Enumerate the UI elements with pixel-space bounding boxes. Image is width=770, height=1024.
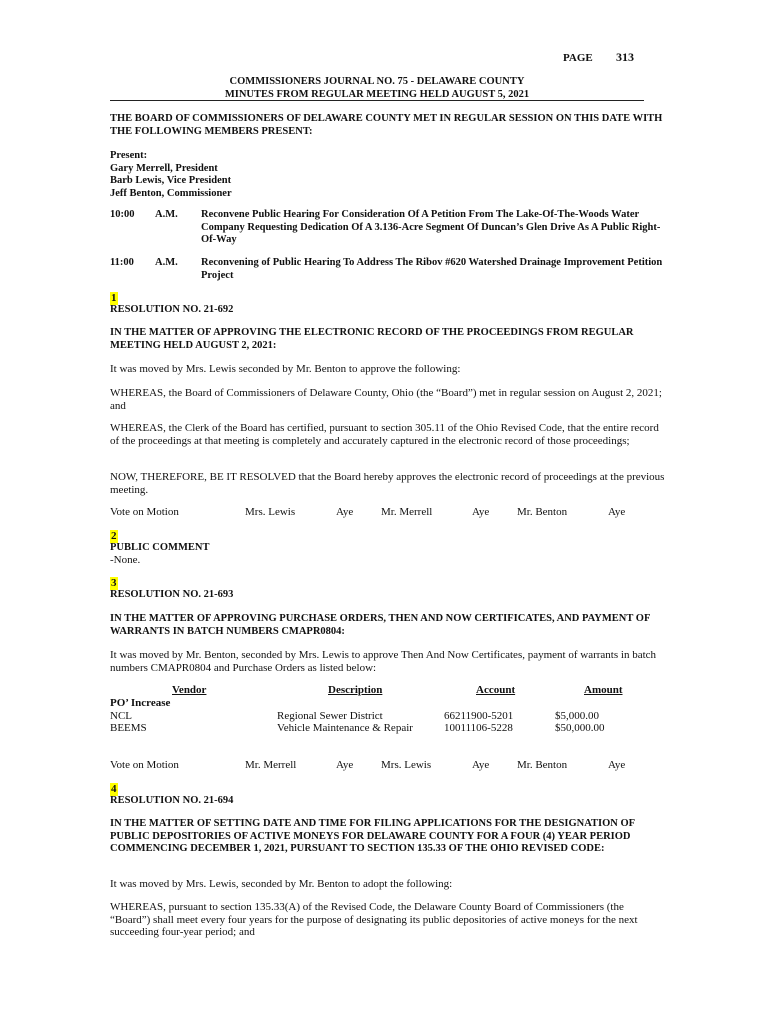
- column-header-amount: Amount: [584, 684, 623, 696]
- item-number: 1: [111, 292, 117, 304]
- resolution-number: RESOLUTION NO. 21-692: [110, 304, 234, 315]
- vote-member: Mr. Benton: [517, 506, 568, 518]
- vote-label: Vote on Motion: [110, 506, 179, 518]
- schedule-time: 11:00: [110, 257, 134, 268]
- intro-text: THE BOARD OF COMMISSIONERS OF DELAWARE COUNTY MET IN REGULAR SESSION ON THIS DATE WITH THE FOLLOWING MEMBERS PRESENT:: [110, 113, 663, 137]
- present-block: [110, 150, 665, 200]
- journal-header: [110, 76, 644, 101]
- item-number: 2: [111, 530, 117, 542]
- schedule-ampm: A.M.: [155, 257, 178, 268]
- item-number: 4: [111, 783, 117, 795]
- vote-value: Aye: [336, 506, 354, 518]
- vote-value: Aye: [336, 759, 354, 771]
- schedule-time: 10:00: [110, 209, 135, 220]
- column-header-description: Description: [328, 684, 383, 696]
- vote-member: Mr. Benton: [517, 759, 568, 771]
- vote-value: Aye: [608, 759, 626, 771]
- table-group-label: PO’ Increase: [110, 697, 171, 709]
- column-header-vendor: Vendor: [172, 684, 207, 696]
- page-number-value: 313: [616, 50, 634, 64]
- page-label: PAGE: [563, 52, 593, 64]
- vote-member: Mrs. Lewis: [245, 506, 296, 518]
- whereas-paragraph: WHEREAS, the Board of Commissioners of Delaware County, Ohio (the “Board”) met in regular session on August 2, 2021; and: [110, 387, 662, 412]
- table-cell-vendor: NCL: [110, 710, 132, 722]
- member-name: Gary Merrell, President: [110, 162, 218, 174]
- motion-text: It was moved by Mrs. Lewis, seconded by Mr. Benton to adopt the following:: [110, 878, 453, 890]
- vote-member: Mrs. Lewis: [381, 759, 432, 771]
- resolution-title: IN THE MATTER OF APPROVING THE ELECTRONIC RECORD OF THE PROCEEDINGS FROM REGULAR MEETING HELD AUGUST 2, 2021:: [110, 327, 634, 351]
- member-name: Barb Lewis, Vice President: [110, 175, 232, 186]
- table-cell-amount: $50,000.00: [555, 722, 605, 734]
- table-cell-account: 66211900-5201: [444, 710, 514, 722]
- motion-text: It was moved by Mr. Benton, seconded by Mrs. Lewis to approve Then And Now Certificates, payment of warrants in batch numbers CMAPR0804 and Purchase Orders as listed below:: [110, 649, 657, 674]
- public-comment-title: PUBLIC COMMENT: [110, 542, 210, 553]
- header-line-1: COMMISSIONERS JOURNAL NO. 75 - DELAWARE COUNTY: [229, 76, 525, 87]
- member-name: Jeff Benton, Commissioner: [110, 187, 232, 199]
- header-line-2: MINUTES FROM REGULAR MEETING HELD AUGUST 5, 2021: [224, 88, 530, 100]
- vote-member: Mr. Merrell: [381, 506, 433, 518]
- table-cell-description: Regional Sewer District: [277, 710, 383, 722]
- table-cell-account: 10011106-5228: [444, 722, 513, 734]
- table-cell-vendor: BEEMS: [110, 722, 147, 734]
- resolution-number: RESOLUTION NO. 21-693: [110, 589, 234, 600]
- header-rule: [110, 100, 644, 101]
- vote-member: Mr. Merrell: [245, 759, 297, 771]
- column-header-account: Account: [476, 684, 516, 696]
- resolved-paragraph: NOW, THEREFORE, BE IT RESOLVED that the Board hereby approves the electronic record of proceedings at the previous meeting.: [110, 471, 665, 496]
- resolution-title: IN THE MATTER OF APPROVING PURCHASE ORDERS, THEN AND NOW CERTIFICATES, AND PAYMENT OF WARRANTS IN BATCH NUMBERS CMAPR0804:: [110, 613, 650, 637]
- public-comment-text: -None.: [110, 554, 141, 566]
- item-number: 3: [111, 577, 117, 589]
- table-cell-amount: $5,000.00: [555, 710, 599, 722]
- present-label: Present:: [110, 150, 148, 161]
- vote-value: Aye: [608, 506, 626, 518]
- vote-value: Aye: [472, 759, 490, 771]
- vote-value: Aye: [472, 506, 490, 518]
- whereas-paragraph: WHEREAS, the Clerk of the Board has certified, pursuant to section 305.11 of the Ohio Revised Code, that the entire record of the proceedings at that meeting is completely and accurately captured in the electronic record of those proceedings;: [110, 422, 659, 447]
- page-number: [563, 50, 634, 65]
- schedule-description: Reconvene Public Hearing For Consideration Of A Petition From The Lake-Of-The-Woods Water Company Requesting Dedication Of A 3.136-Acre Segment Of Duncan’s Glen Drive As A Public Right-Of-Way: [201, 209, 661, 245]
- purchase-order-table: [110, 684, 665, 734]
- resolution-number: RESOLUTION NO. 21-694: [110, 795, 234, 806]
- motion-text: It was moved by Mrs. Lewis seconded by Mr. Benton to approve the following:: [110, 363, 461, 375]
- resolution-title: IN THE MATTER OF SETTING DATE AND TIME FOR FILING APPLICATIONS FOR THE DESIGNATION OF PUBLIC DEPOSITORIES OF ACTIVE MONEYS FOR DELAWARE COUNTY FOR A FOUR (4) YEAR PERIOD COMMENCING DECEMBER 1, 2021, PURSUANT TO SECTION 135.33 OF THE OHIO REVISED CODE:: [110, 818, 635, 854]
- schedule-ampm: A.M.: [155, 209, 178, 220]
- table-cell-description: Vehicle Maintenance & Repair: [277, 722, 413, 734]
- schedule-description: Reconvening of Public Hearing To Address The Ribov #620 Watershed Drainage Improvement Petition Project: [201, 257, 663, 281]
- vote-label: Vote on Motion: [110, 759, 179, 771]
- whereas-paragraph: WHEREAS, pursuant to section 135.33(A) of the Revised Code, the Delaware County Board of Commissioners (the “Board”) shall meet every four years for the purpose of designating its public depositories of active moneys for the next succeeding four-year period; and: [110, 901, 638, 938]
